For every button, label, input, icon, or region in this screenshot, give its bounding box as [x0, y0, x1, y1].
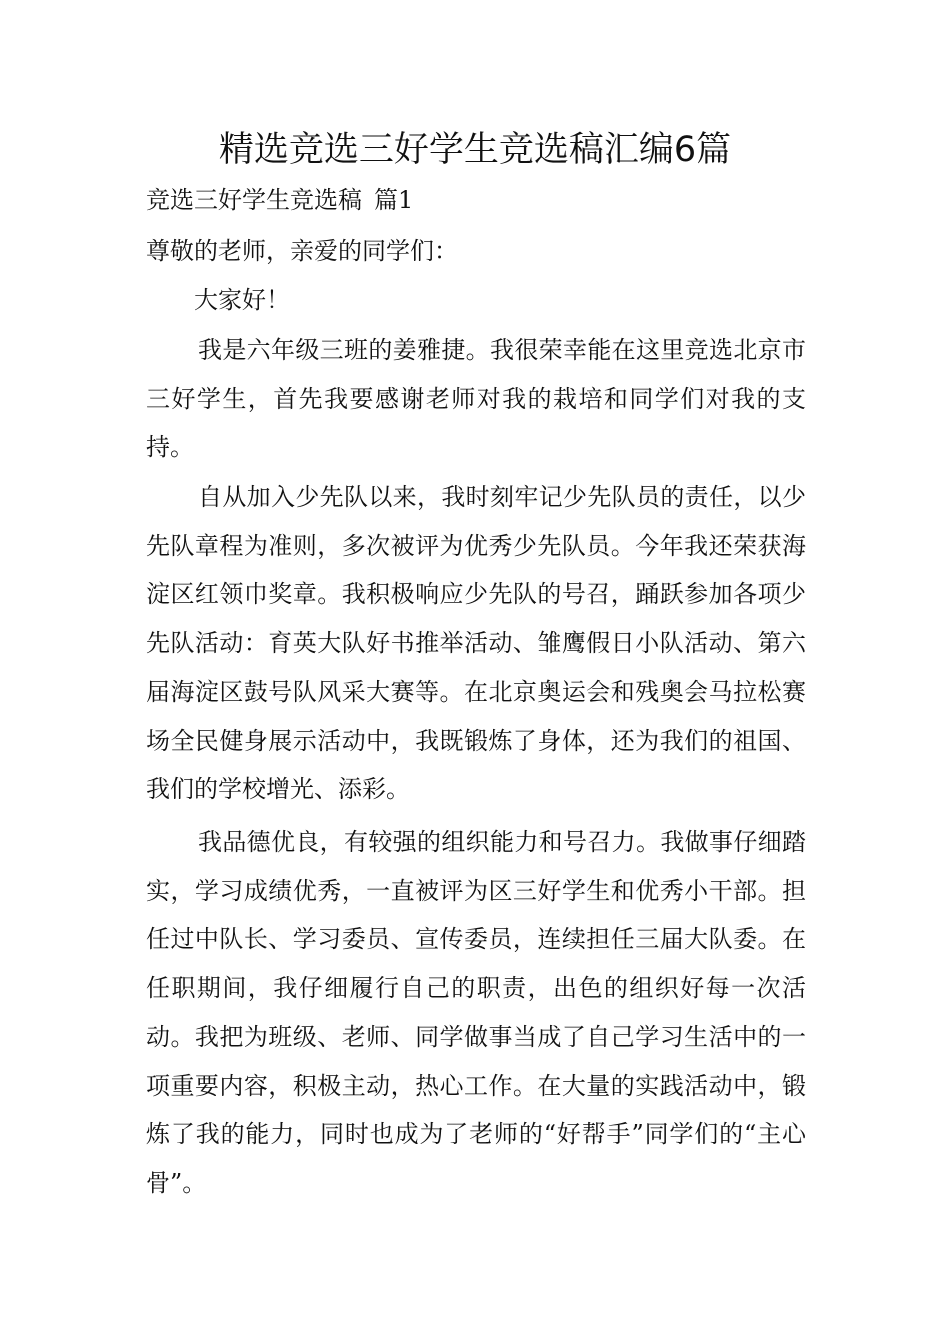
document-title: 精选竞选三好学生竞选稿汇编6篇 — [218, 130, 732, 170]
paragraph: 自从加入少先队以来，我时刻牢记少先队员的责任，以少先队章程为准则，多次被评为优秀少先队员。今年我还荣获海淀区红领巾奖章。我积极响应少先队的号召，踊跃参加各项少先队活动：育英大队好书推举活动、雏鹰假日小队活动、第六届海淀区鼓号队风采大赛等。在北京奥运会和残奥会马拉松赛场全民健身展示活动中，我既锻炼了身体，还为我们的祖国、我们的学校增光、添彩。 — [146, 483, 806, 804]
salutation: 尊敬的老师，亲爱的同学们： — [146, 237, 458, 265]
paragraph: 我品德优良，有较强的组织能力和号召力。我做事仔细踏实，学习成绩优秀，一直被评为区三好学生和优秀小干部。担任过中队长、学习委员、宣传委员，连续担任三届大队委。在任职期间，我仔细履行自己的职责，出色的组织好每一次活动。我把为班级、老师、同学做事当成了自己学习生活中的一项重要内容，积极主动，热心工作。在大量的实践活动中，锻炼了我的能力，同时也成为了老师的“好帮手”同学们的“主心骨”。 — [146, 828, 806, 1197]
greeting-line: 大家好！ — [194, 286, 290, 314]
paragraph: 我是六年级三班的姜雅捷。我很荣幸能在这里竞选北京市三好学生，首先我要感谢老师对我的栽培和同学们对我的支持。 — [146, 336, 806, 462]
section-heading-text: 竞选三好学生竞选稿 — [146, 186, 362, 214]
section-number: 篇1 — [374, 186, 414, 214]
section-heading — [146, 184, 413, 216]
